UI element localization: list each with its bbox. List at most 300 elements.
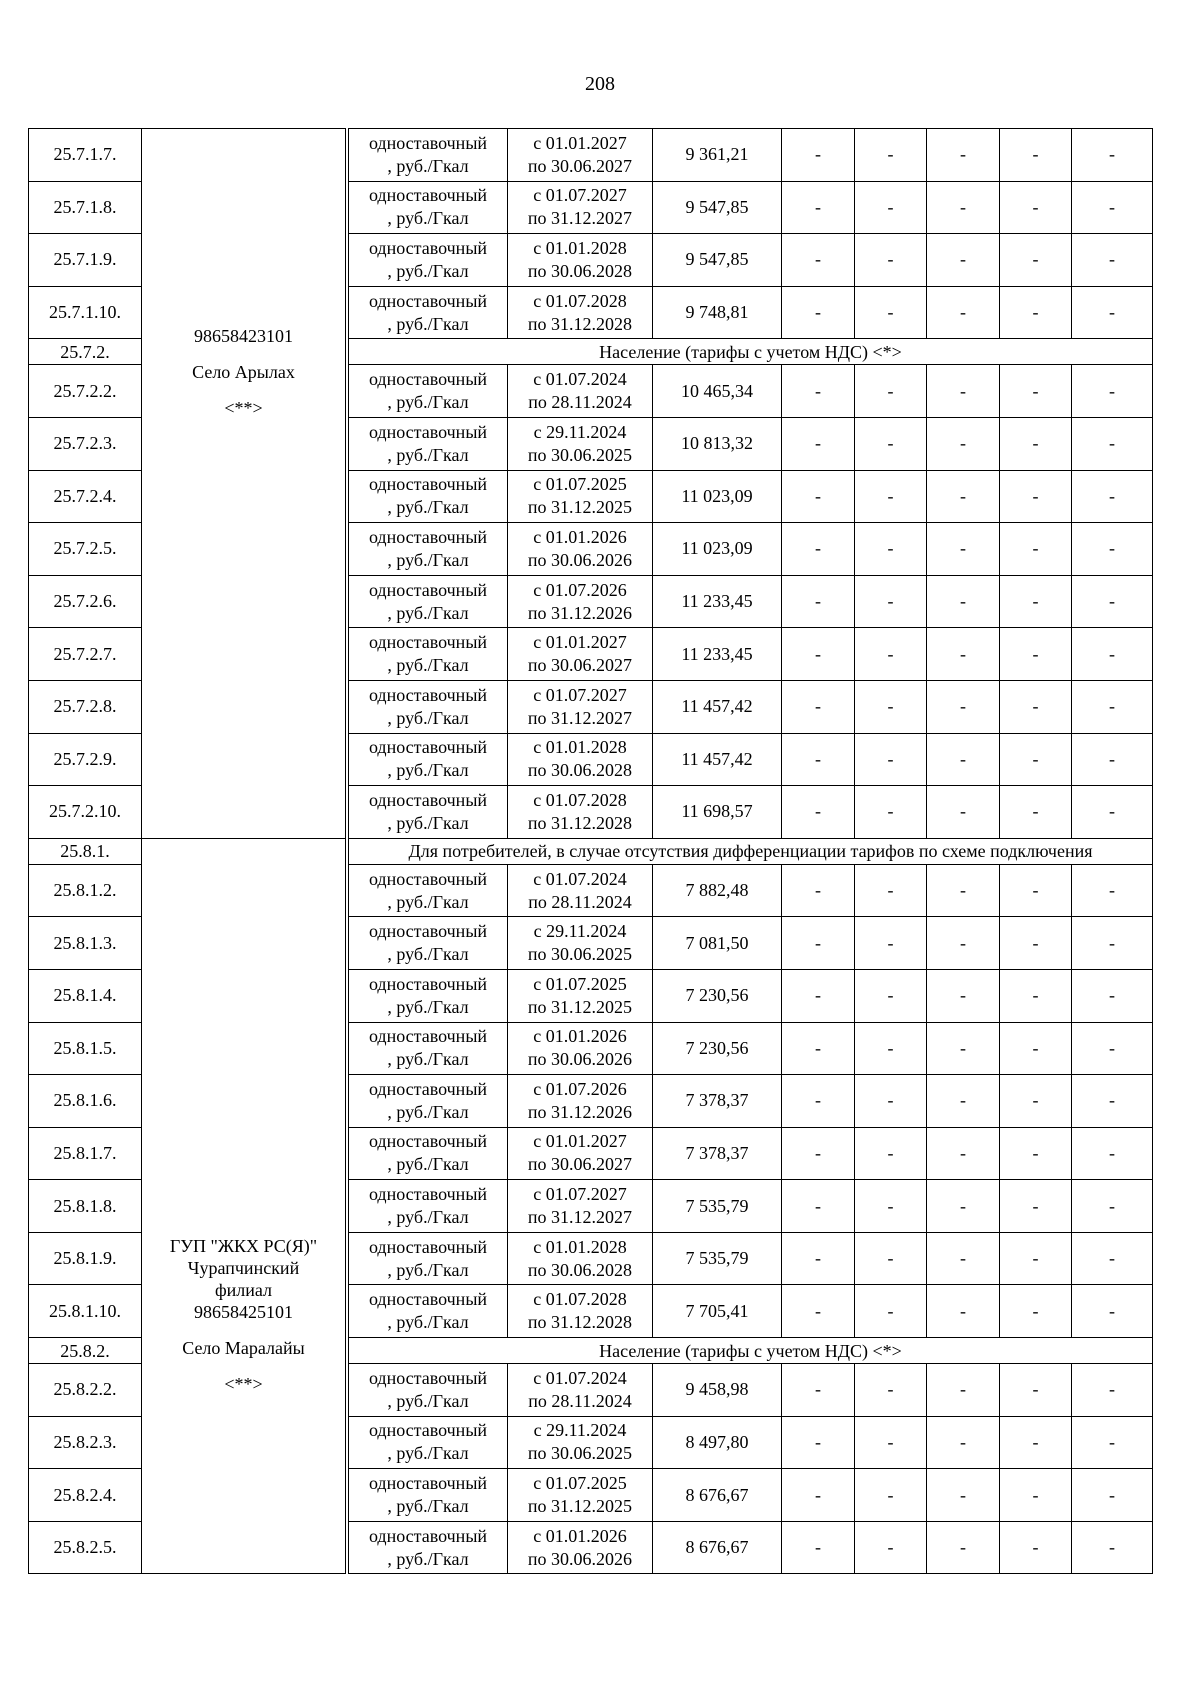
period-from: с 01.07.2027 — [533, 684, 627, 705]
rate-type-line: одноставочный — [368, 1236, 488, 1257]
empty-value: - — [1000, 365, 1072, 418]
period-to: по 30.06.2028 — [527, 1259, 633, 1280]
empty-value: - — [782, 1127, 855, 1180]
rate-type-unit: , руб./Гкал — [387, 260, 469, 281]
empty-value: - — [927, 1232, 1000, 1285]
period — [508, 786, 653, 839]
rate-type-unit: , руб./Гкал — [387, 707, 469, 728]
period-from: с 01.07.2028 — [533, 290, 627, 311]
rate-type — [349, 1075, 508, 1128]
empty-value: - — [927, 417, 1000, 470]
period-to: по 30.06.2028 — [527, 760, 633, 781]
rate-type — [349, 234, 508, 287]
period-from: с 01.07.2028 — [533, 789, 627, 810]
empty-value: - — [1000, 523, 1072, 576]
rate-type — [349, 1285, 508, 1338]
tariff-value: 11 233,45 — [653, 628, 782, 681]
empty-value: - — [782, 1075, 855, 1128]
period-to: по 31.12.2025 — [527, 1496, 633, 1517]
period-from: с 01.07.2024 — [533, 1367, 627, 1388]
period-from: с 01.07.2028 — [533, 1289, 627, 1310]
row-number: 25.8.1.3. — [29, 917, 142, 970]
period — [508, 1469, 653, 1522]
row-number: 25.8.1.9. — [29, 1232, 142, 1285]
rate-type-unit: , руб./Гкал — [387, 1207, 469, 1228]
empty-value: - — [855, 129, 927, 182]
empty-value: - — [782, 628, 855, 681]
empty-value: - — [855, 1416, 927, 1469]
row-number: 25.7.1.9. — [29, 234, 142, 287]
tariff-value: 7 378,37 — [653, 1127, 782, 1180]
period-from: с 01.07.2024 — [533, 369, 627, 390]
empty-value: - — [1072, 1127, 1153, 1180]
empty-value: - — [782, 1521, 855, 1574]
tariff-table-body — [29, 129, 1153, 1574]
empty-value: - — [782, 523, 855, 576]
empty-value: - — [927, 575, 1000, 628]
rate-type-unit: , руб./Гкал — [387, 812, 469, 833]
empty-value: - — [782, 1364, 855, 1417]
empty-value: - — [1072, 917, 1153, 970]
tariff-value: 7 081,50 — [653, 917, 782, 970]
note-row — [29, 838, 1153, 864]
empty-value: - — [1000, 417, 1072, 470]
empty-value: - — [782, 470, 855, 523]
organization-info — [144, 839, 343, 1395]
period — [508, 1127, 653, 1180]
empty-value: - — [855, 628, 927, 681]
period-from: с 01.01.2026 — [533, 526, 627, 547]
empty-value: - — [1000, 575, 1072, 628]
tariff-value: 11 023,09 — [653, 470, 782, 523]
tariff-value: 11 457,42 — [653, 733, 782, 786]
empty-value: - — [927, 680, 1000, 733]
empty-value: - — [855, 365, 927, 418]
empty-value: - — [855, 234, 927, 287]
row-number: 25.7.2.7. — [29, 628, 142, 681]
empty-value: - — [927, 1180, 1000, 1233]
row-number: 25.8.2.4. — [29, 1469, 142, 1522]
period — [508, 1075, 653, 1128]
rate-type-line: одноставочный — [368, 973, 488, 994]
empty-value: - — [1000, 181, 1072, 234]
row-number: 25.8.1.6. — [29, 1075, 142, 1128]
rate-type — [349, 1180, 508, 1233]
empty-value: - — [927, 129, 1000, 182]
period — [508, 181, 653, 234]
empty-value: - — [927, 969, 1000, 1022]
tariff-value: 7 378,37 — [653, 1075, 782, 1128]
empty-value: - — [1000, 234, 1072, 287]
empty-value: - — [855, 1469, 927, 1522]
empty-value: - — [1072, 234, 1153, 287]
row-number: 25.7.2.10. — [29, 786, 142, 839]
rate-type-unit: , руб./Гкал — [387, 549, 469, 570]
rate-type-line: одноставочный — [368, 290, 488, 311]
period-from: с 01.01.2028 — [533, 737, 627, 758]
rate-type-line: одноставочный — [368, 1289, 488, 1310]
empty-value: - — [782, 864, 855, 917]
period — [508, 1416, 653, 1469]
rate-type-unit: , руб./Гкал — [387, 655, 469, 676]
period-to: по 30.06.2025 — [527, 1443, 633, 1464]
rate-type-line: одноставочный — [368, 921, 488, 942]
row-number: 25.8.1.7. — [29, 1127, 142, 1180]
empty-value: - — [855, 786, 927, 839]
empty-value: - — [1072, 1364, 1153, 1417]
empty-value: - — [1072, 286, 1153, 339]
period-to: по 31.12.2028 — [527, 812, 633, 833]
rate-type — [349, 733, 508, 786]
rate-type — [349, 129, 508, 182]
empty-value: - — [782, 733, 855, 786]
organization-line: <**> — [224, 1373, 263, 1394]
empty-value: - — [782, 1469, 855, 1522]
rate-type-unit: , руб./Гкал — [387, 1101, 469, 1122]
period — [508, 1364, 653, 1417]
period-to: по 31.12.2027 — [527, 1207, 633, 1228]
empty-value: - — [782, 1022, 855, 1075]
rate-type-line: одноставочный — [368, 369, 488, 390]
empty-value: - — [927, 181, 1000, 234]
tariff-value: 7 705,41 — [653, 1285, 782, 1338]
tariff-value: 8 676,67 — [653, 1521, 782, 1574]
period — [508, 417, 653, 470]
rate-type — [349, 864, 508, 917]
rate-type-line: одноставочный — [368, 526, 488, 547]
rate-type-unit: , руб./Гкал — [387, 497, 469, 518]
empty-value: - — [1072, 628, 1153, 681]
period-to: по 31.12.2028 — [527, 1312, 633, 1333]
group-note: Население (тарифы с учетом НДС) <*> — [349, 339, 1153, 365]
empty-value: - — [855, 575, 927, 628]
empty-value: - — [782, 234, 855, 287]
rate-type-line: одноставочный — [368, 1026, 488, 1047]
tariff-value: 11 233,45 — [653, 575, 782, 628]
period — [508, 365, 653, 418]
rate-type-unit: , руб./Гкал — [387, 602, 469, 623]
empty-value: - — [782, 1416, 855, 1469]
tariff-value: 9 748,81 — [653, 286, 782, 339]
empty-value: - — [1072, 1521, 1153, 1574]
rate-type — [349, 523, 508, 576]
empty-value: - — [927, 1285, 1000, 1338]
tariff-value: 7 230,56 — [653, 969, 782, 1022]
empty-value: - — [1072, 181, 1153, 234]
period — [508, 286, 653, 339]
empty-value: - — [782, 365, 855, 418]
period-to: по 28.11.2024 — [528, 1390, 632, 1411]
rate-type-line: одноставочный — [368, 474, 488, 495]
period-from: с 29.11.2024 — [533, 1420, 627, 1441]
empty-value: - — [1000, 1364, 1072, 1417]
empty-value: - — [782, 917, 855, 970]
empty-value: - — [927, 1127, 1000, 1180]
group-note: Население (тарифы с учетом НДС) <*> — [349, 1338, 1153, 1364]
organization-line: 98658425101 — [194, 1301, 293, 1322]
empty-value: - — [855, 1180, 927, 1233]
tariff-value: 9 547,85 — [653, 234, 782, 287]
organization-info — [144, 129, 343, 419]
organization-line: <**> — [224, 398, 263, 418]
empty-value: - — [1000, 917, 1072, 970]
rate-type — [349, 1127, 508, 1180]
empty-value: - — [927, 1521, 1000, 1574]
empty-value: - — [927, 917, 1000, 970]
empty-value: - — [1072, 1075, 1153, 1128]
empty-value: - — [855, 733, 927, 786]
tariff-value: 11 023,09 — [653, 523, 782, 576]
empty-value: - — [1072, 1232, 1153, 1285]
rate-type-unit: , руб./Гкал — [387, 208, 469, 229]
empty-value: - — [1072, 523, 1153, 576]
empty-value: - — [927, 786, 1000, 839]
row-number: 25.7.2.4. — [29, 470, 142, 523]
period-to: по 30.06.2027 — [527, 155, 633, 176]
row-number: 25.7.2.6. — [29, 575, 142, 628]
empty-value: - — [1072, 786, 1153, 839]
empty-value: - — [855, 417, 927, 470]
rate-type-unit: , руб./Гкал — [387, 1496, 469, 1517]
empty-value: - — [1000, 1022, 1072, 1075]
period-to: по 30.06.2027 — [527, 655, 633, 676]
empty-value: - — [1000, 969, 1072, 1022]
organization-line: филиал — [214, 1279, 273, 1300]
row-number: 25.8.2.5. — [29, 1521, 142, 1574]
empty-value: - — [782, 575, 855, 628]
period — [508, 1180, 653, 1233]
empty-value: - — [1072, 417, 1153, 470]
period-to: по 30.06.2025 — [527, 444, 633, 465]
period-from: с 01.07.2024 — [533, 868, 627, 889]
empty-value: - — [1000, 470, 1072, 523]
tariff-value: 11 698,57 — [653, 786, 782, 839]
tariff-value: 8 497,80 — [653, 1416, 782, 1469]
empty-value: - — [855, 1075, 927, 1128]
empty-value: - — [1000, 733, 1072, 786]
empty-value: - — [782, 680, 855, 733]
tariff-table — [28, 128, 1153, 1574]
tariff-value: 9 458,98 — [653, 1364, 782, 1417]
empty-value: - — [782, 1180, 855, 1233]
empty-value: - — [927, 470, 1000, 523]
organization-line: Село Арылах — [192, 362, 295, 382]
row-number: 25.8.1.10. — [29, 1285, 142, 1338]
period — [508, 680, 653, 733]
rate-type — [349, 181, 508, 234]
empty-value: - — [1000, 1127, 1072, 1180]
rate-type — [349, 680, 508, 733]
rate-type-unit: , руб./Гкал — [387, 1154, 469, 1175]
tariff-value: 7 535,79 — [653, 1180, 782, 1233]
organization-line: ГУП "ЖКХ РС(Я)" — [169, 1235, 318, 1256]
period-from: с 01.01.2026 — [533, 1026, 627, 1047]
period-from: с 01.07.2025 — [533, 1473, 627, 1494]
period-from: с 01.07.2025 — [533, 474, 627, 495]
row-number: 25.8.1.4. — [29, 969, 142, 1022]
empty-value: - — [855, 969, 927, 1022]
empty-value: - — [1000, 864, 1072, 917]
row-number: 25.7.2.5. — [29, 523, 142, 576]
empty-value: - — [927, 733, 1000, 786]
row-number: 25.8.1.8. — [29, 1180, 142, 1233]
period-to: по 30.06.2026 — [527, 1049, 633, 1070]
rate-type-unit: , руб./Гкал — [387, 1548, 469, 1569]
rate-type — [349, 917, 508, 970]
period — [508, 1285, 653, 1338]
empty-value: - — [1000, 1521, 1072, 1574]
group-note: Для потребителей, в случае отсутствия дифференциации тарифов по схеме подключения — [349, 838, 1153, 864]
period-from: с 01.07.2026 — [533, 1078, 627, 1099]
empty-value: - — [1072, 864, 1153, 917]
tariff-value: 7 230,56 — [653, 1022, 782, 1075]
period — [508, 917, 653, 970]
empty-value: - — [1072, 1022, 1153, 1075]
period-to: по 30.06.2025 — [527, 944, 633, 965]
empty-value: - — [855, 1127, 927, 1180]
period-from: с 01.07.2025 — [533, 973, 627, 994]
period-from: с 01.01.2028 — [533, 1236, 627, 1257]
row-number: 25.7.2.8. — [29, 680, 142, 733]
rate-type-unit: , руб./Гкал — [387, 155, 469, 176]
row-number: 25.7.1.10. — [29, 286, 142, 339]
empty-value: - — [927, 234, 1000, 287]
table-row — [29, 129, 1153, 182]
rate-type-line: одноставочный — [368, 579, 488, 600]
rate-type-line: одноставочный — [368, 421, 488, 442]
empty-value: - — [1072, 575, 1153, 628]
rate-type — [349, 969, 508, 1022]
empty-value: - — [1000, 129, 1072, 182]
period-from: с 01.01.2027 — [533, 1131, 627, 1152]
period-to: по 28.11.2024 — [528, 392, 632, 413]
rate-type-line: одноставочный — [368, 1078, 488, 1099]
rate-type-line: одноставочный — [368, 737, 488, 758]
empty-value: - — [1000, 1469, 1072, 1522]
empty-value: - — [782, 181, 855, 234]
period-from: с 29.11.2024 — [533, 921, 627, 942]
empty-value: - — [855, 1521, 927, 1574]
period — [508, 628, 653, 681]
rate-type-line: одноставочный — [368, 632, 488, 653]
rate-type-line: одноставочный — [368, 1525, 488, 1546]
rate-type — [349, 1364, 508, 1417]
period-from: с 01.07.2027 — [533, 1184, 627, 1205]
organization-cell — [142, 838, 346, 1574]
row-number: 25.8.2. — [29, 1338, 142, 1364]
empty-value: - — [927, 1469, 1000, 1522]
empty-value: - — [782, 969, 855, 1022]
empty-value: - — [1000, 286, 1072, 339]
period-to: по 31.12.2025 — [527, 996, 633, 1017]
empty-value: - — [782, 1285, 855, 1338]
empty-value: - — [855, 864, 927, 917]
organization-cell — [142, 129, 346, 839]
rate-type-unit: , руб./Гкал — [387, 392, 469, 413]
empty-value: - — [1072, 1180, 1153, 1233]
period — [508, 470, 653, 523]
empty-value: - — [855, 1232, 927, 1285]
empty-value: - — [1072, 1416, 1153, 1469]
rate-type-line: одноставочный — [368, 789, 488, 810]
row-number: 25.8.1.2. — [29, 864, 142, 917]
rate-type-unit: , руб./Гкал — [387, 944, 469, 965]
rate-type-line: одноставочный — [368, 684, 488, 705]
empty-value: - — [782, 417, 855, 470]
rate-type — [349, 470, 508, 523]
empty-value: - — [782, 786, 855, 839]
tariff-value: 9 361,21 — [653, 129, 782, 182]
period — [508, 1521, 653, 1574]
row-number: 25.8.2.3. — [29, 1416, 142, 1469]
period — [508, 733, 653, 786]
rate-type-unit: , руб./Гкал — [387, 891, 469, 912]
empty-value: - — [927, 286, 1000, 339]
empty-value: - — [855, 470, 927, 523]
empty-value: - — [782, 286, 855, 339]
period-to: по 30.06.2026 — [527, 1548, 633, 1569]
rate-type-unit: , руб./Гкал — [387, 313, 469, 334]
tariff-value: 7 882,48 — [653, 864, 782, 917]
empty-value: - — [1072, 365, 1153, 418]
empty-value: - — [1072, 129, 1153, 182]
period-to: по 31.12.2025 — [527, 497, 633, 518]
period — [508, 1232, 653, 1285]
tariff-value: 7 535,79 — [653, 1232, 782, 1285]
period-to: по 30.06.2026 — [527, 549, 633, 570]
tariff-value: 11 457,42 — [653, 680, 782, 733]
row-number: 25.8.2.2. — [29, 1364, 142, 1417]
period-from: с 01.07.2026 — [533, 579, 627, 600]
row-number: 25.7.2.3. — [29, 417, 142, 470]
rate-type-line: одноставочный — [368, 1131, 488, 1152]
row-number: 25.7.2.2. — [29, 365, 142, 418]
rate-type-line: одноставочный — [368, 1367, 488, 1388]
row-number: 25.7.2.9. — [29, 733, 142, 786]
rate-type-unit: , руб./Гкал — [387, 1390, 469, 1411]
empty-value: - — [1072, 1285, 1153, 1338]
rate-type-line: одноставочный — [368, 1420, 488, 1441]
period-from: с 01.01.2027 — [533, 132, 627, 153]
empty-value: - — [782, 1232, 855, 1285]
rate-type-unit: , руб./Гкал — [387, 444, 469, 465]
empty-value: - — [1000, 1075, 1072, 1128]
rate-type-line: одноставочный — [368, 132, 488, 153]
rate-type-unit: , руб./Гкал — [387, 1259, 469, 1280]
empty-value: - — [927, 523, 1000, 576]
rate-type — [349, 1416, 508, 1469]
rate-type — [349, 286, 508, 339]
row-number: 25.7.1.7. — [29, 129, 142, 182]
empty-value: - — [927, 1075, 1000, 1128]
period-to: по 31.12.2027 — [527, 208, 633, 229]
period-from: с 01.01.2026 — [533, 1525, 627, 1546]
empty-value: - — [855, 286, 927, 339]
rate-type — [349, 1469, 508, 1522]
rate-type — [349, 1521, 508, 1574]
empty-value: - — [927, 1364, 1000, 1417]
rate-type-line: одноставочный — [368, 868, 488, 889]
page-number: 208 — [585, 73, 615, 95]
empty-value: - — [855, 1022, 927, 1075]
empty-value: - — [927, 1022, 1000, 1075]
organization-line: 98658423101 — [194, 326, 293, 346]
tariff-value: 10 813,32 — [653, 417, 782, 470]
period — [508, 969, 653, 1022]
rate-type-line: одноставочный — [368, 1473, 488, 1494]
empty-value: - — [1000, 786, 1072, 839]
tariff-value: 10 465,34 — [653, 365, 782, 418]
